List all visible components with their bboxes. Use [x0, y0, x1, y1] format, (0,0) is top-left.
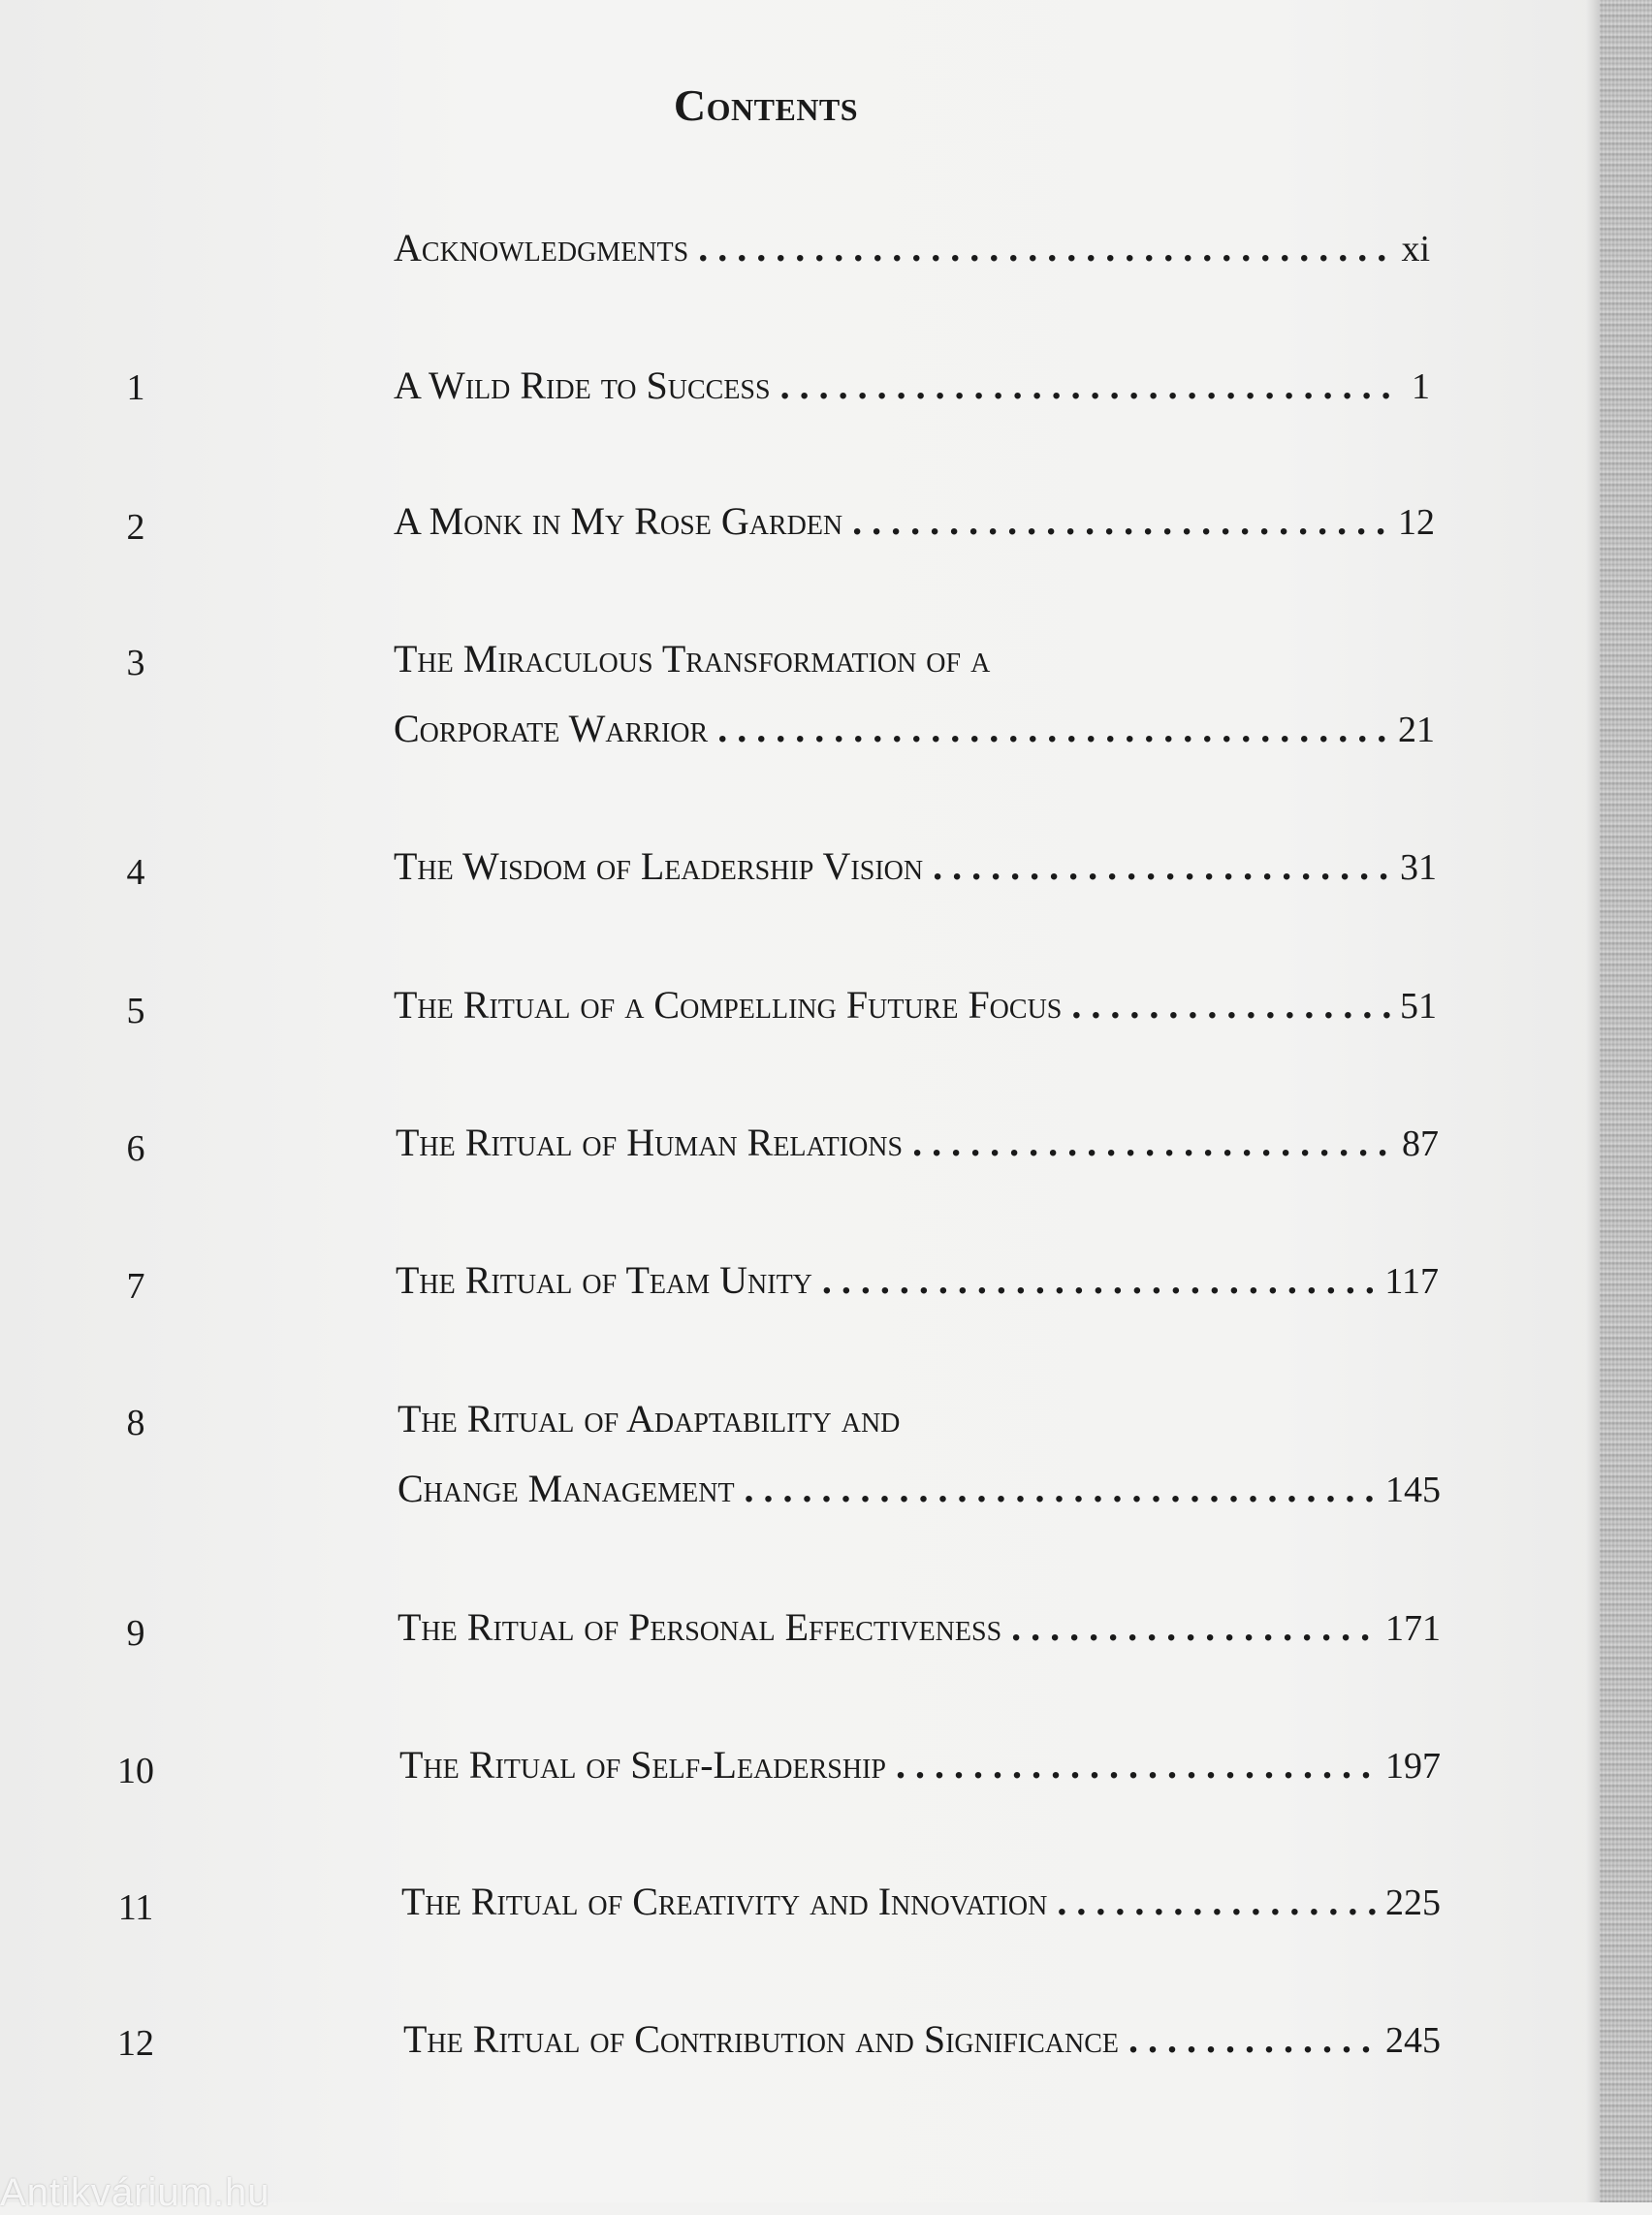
page-title: Contents	[673, 80, 859, 130]
chapter-number: 12	[117, 2023, 154, 2064]
toc-entry-line	[394, 843, 1437, 889]
toc-entry-page: 225	[1385, 1883, 1441, 1923]
chapter-number: 5	[126, 991, 145, 1031]
chapter-number: 1	[126, 367, 145, 408]
toc-entry-title: The Ritual of Self-Leadership	[399, 1743, 886, 1787]
toc-entry-line	[403, 2016, 1441, 2062]
dot-leader	[852, 498, 1388, 544]
dot-leader	[1128, 2016, 1376, 2062]
toc-entry-page: 87	[1402, 1123, 1439, 1164]
toc-entry-page: 117	[1384, 1261, 1439, 1302]
toc-entry-line	[397, 1604, 1441, 1650]
toc-entry-page: 171	[1385, 1608, 1441, 1649]
toc-entry-line	[394, 706, 1435, 751]
toc-entry-title: A Wild Ride to Success	[394, 364, 771, 407]
toc-entry-line	[399, 1742, 1441, 1788]
show-through-text	[97, 0, 1435, 2202]
toc-entry-line	[394, 225, 1430, 270]
toc-entry-title-line-1: The Miraculous Transformation of a	[394, 637, 991, 680]
dot-leader	[912, 1120, 1392, 1165]
toc-entry-title-line-1: The Ritual of Adaptability and	[397, 1397, 901, 1440]
toc-entry-page: 245	[1385, 2020, 1441, 2061]
toc-entry-line	[396, 1120, 1439, 1165]
toc-entry-line	[394, 982, 1437, 1028]
toc-entry-line	[396, 1257, 1439, 1303]
chapter-number: 9	[126, 1613, 145, 1654]
dot-leader	[933, 843, 1390, 889]
toc-entry-line	[394, 498, 1435, 544]
toc-entry-title-line-2: Change Management	[397, 1467, 735, 1510]
toc-entry-page: 12	[1398, 502, 1435, 543]
dot-leader	[698, 225, 1391, 270]
chapter-number: 10	[117, 1751, 154, 1791]
watermark-text: Antikvárium.hu	[0, 2171, 270, 2214]
chapter-number: 8	[126, 1403, 145, 1443]
toc-entry-title: The Ritual of Human Relations	[396, 1121, 904, 1164]
dot-leader	[896, 1742, 1376, 1788]
chapter-number: 11	[117, 1887, 154, 1928]
toc-entry-title: Acknowledgments	[394, 226, 689, 269]
toc-entry-page: 51	[1400, 986, 1437, 1027]
dot-leader	[745, 1466, 1376, 1511]
chapter-number: 3	[126, 643, 145, 683]
toc-entry-title: The Ritual of Personal Effectiveness	[397, 1605, 1002, 1649]
toc-entry-page: 1	[1412, 366, 1430, 407]
page-edge-shadow	[1586, 0, 1600, 2202]
toc-entry-title: The Ritual of Team Unity	[396, 1258, 812, 1302]
dot-leader	[1057, 1879, 1376, 1924]
chapter-number: 7	[126, 1266, 145, 1307]
toc-entry-line	[401, 1879, 1441, 1924]
toc-entry-page: 197	[1385, 1746, 1441, 1787]
dot-leader	[1011, 1604, 1376, 1650]
toc-entry-page: 145	[1385, 1470, 1441, 1510]
toc-entry-title: The Ritual of a Compelling Future Focus	[394, 983, 1063, 1027]
chapter-number: 6	[126, 1128, 145, 1169]
toc-entry-line	[397, 1466, 1441, 1511]
chapter-number: 2	[126, 507, 145, 548]
toc-entry-line	[394, 363, 1430, 408]
dot-leader	[822, 1257, 1376, 1303]
toc-entry-title: The Wisdom of Leadership Vision	[394, 844, 924, 888]
dot-leader	[717, 706, 1388, 751]
dot-leader	[1071, 982, 1390, 1028]
chapter-number: 4	[126, 852, 145, 893]
toc-entry-title: A Monk in My Rose Garden	[394, 499, 843, 543]
dot-leader	[780, 363, 1402, 408]
toc-entry-page: 31	[1400, 847, 1437, 888]
toc-entry-title-line-2: Corporate Warrior	[394, 707, 709, 750]
toc-entry-title: The Ritual of Creativity and Innovation	[401, 1880, 1048, 1923]
toc-entry-title: The Ritual of Contribution and Significance	[403, 2017, 1119, 2061]
toc-entry-page: 21	[1398, 710, 1435, 750]
book-page-edges	[1600, 0, 1652, 2202]
toc-entry-page: xi	[1401, 229, 1430, 269]
